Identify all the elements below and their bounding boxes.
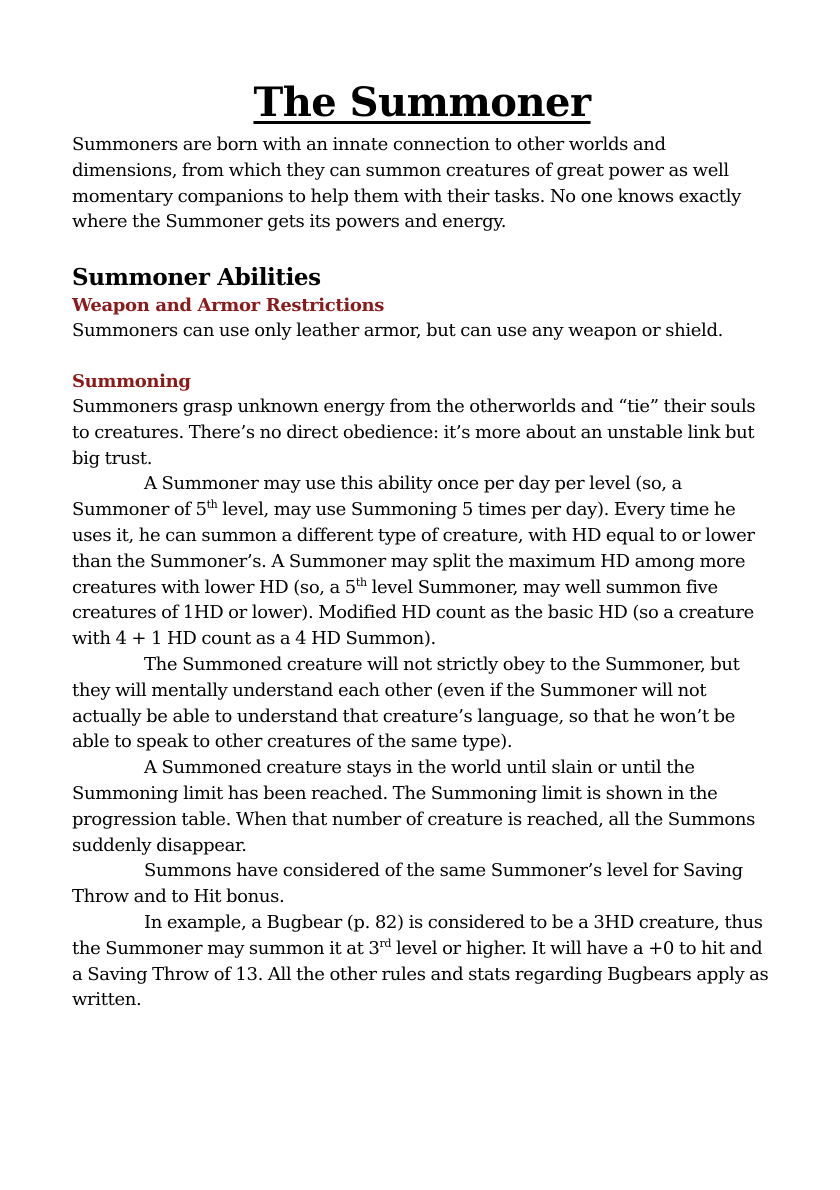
summoning-paragraph-2 — [72, 471, 772, 652]
summoning-paragraph-6-part-b: level or higher. It will have a +0 to hit and a Saving Throw of 13. All the other rules and stats regarding Bugbears apply as written. — [72, 937, 769, 1011]
intro-paragraph: Summoners are born with an innate connection to other worlds and dimensions, from which they can summon creatures of great power as well momentary companions to help them with their tasks. No one knows exactly where the Summoner gets its powers and energy. — [72, 134, 741, 233]
page-title: The Summoner — [253, 79, 591, 126]
summoning-heading: Summoning — [72, 370, 191, 392]
summoning-paragraph-3: The Summoned creature will not strictly obey to the Summoner, but they will mentally understand each other (even if the Summoner will not actually be able to understand that creature’s language, so that he won’t be able to speak to other creatures of the same type). — [72, 653, 740, 753]
ordinal-suffix: th — [355, 575, 367, 589]
ordinal-suffix: rd — [379, 936, 392, 950]
section-gap — [72, 344, 772, 369]
summoning-paragraph-5: Summons have considered of the same Summoner’s level for Saving Throw and to Hit bonus. — [72, 860, 743, 908]
summoning-paragraph-4: A Summoned creature stays in the world until slain or until the Summoning limit has been reached. The Summoning limit is shown in the progression table. When that number of creature is reached, all the Summons suddenly disappear. — [72, 757, 756, 856]
document-page — [72, 78, 772, 1013]
summoning-paragraph-1: Summoners grasp unknown energy from the otherworlds and “tie” their souls to creatures. There’s no direct obedience: it’s more about an unstable link but big trust. — [72, 395, 756, 469]
summoning-paragraph-2-part-b: level, may use Summoning 5 times per day). Every time he uses it, he can summon a different type of creature, with HD equal to or lower than the Summoner’s. A Summoner may split the maximum HD among more creatures with lower HD (so, a 5 — [72, 499, 755, 598]
weapon-armor-paragraph: Summoners can use only leather armor, but can use any weapon or shield. — [72, 320, 724, 342]
summoning-paragraph-2-part-a: A Summoner may use this ability once per day per level (so, a Summoner of 5 — [72, 473, 682, 521]
summoning-paragraph-2-part-c: level Summoner, may well summon five creatures of 1HD or lower). Modified HD count as the basic HD (so a creature with 4 + 1 HD count as a 4 HD Summon). — [72, 576, 754, 650]
weapon-armor-heading: Weapon and Armor Restrictions — [72, 295, 385, 317]
summoning-paragraph-6-part-a: In example, a Bugbear (p. 82) is considered to be a 3HD creature, thus the Summoner may summon it at 3 — [72, 911, 763, 959]
abilities-heading: Summoner Abilities — [72, 264, 321, 292]
ordinal-suffix: th — [206, 498, 218, 512]
summoning-paragraph-6 — [72, 910, 772, 1013]
